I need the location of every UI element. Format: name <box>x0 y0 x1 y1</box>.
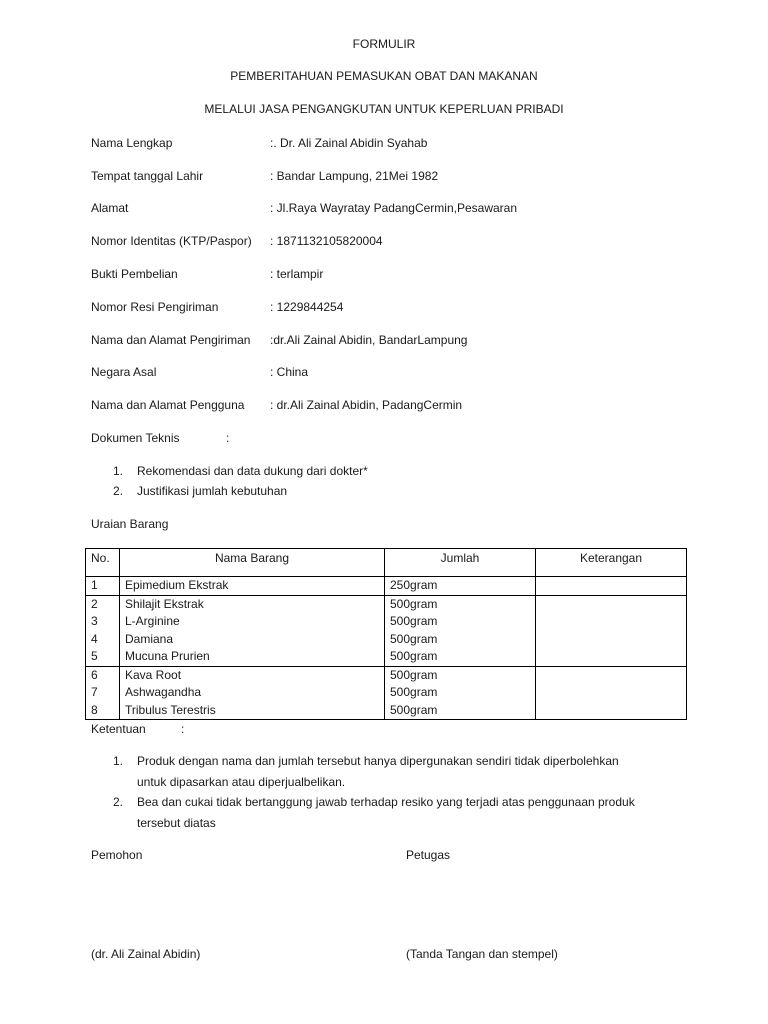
item-amount: 500gram <box>390 685 438 699</box>
item-name: Epimedium Ekstrak <box>125 578 229 592</box>
column-header-keterangan: Keterangan <box>536 549 687 577</box>
item-no: 2 <box>91 596 98 611</box>
signature-name-petugas: (Tanda Tangan dan stempel) <box>406 947 558 961</box>
field-value-nama: :. Dr. Ali Zainal Abidin Syahab <box>270 136 428 150</box>
item-name: L-Arginine <box>125 614 180 628</box>
field-value-pengguna: : dr.Ali Zainal Abidin, PadangCermin <box>270 398 463 412</box>
ketentuan-item-line: Bea dan cukai tidak bertanggung jawab terhadap resiko yang terjadi atas penggunaan produk <box>137 795 635 809</box>
table-header-row <box>86 549 687 577</box>
ketentuan-item-line: Produk dengan nama dan jumlah tersebut hanya dipergunakan sendiri tidak diperbolehkan <box>137 754 619 768</box>
field-value-resi: : 1229844254 <box>270 300 344 314</box>
row-no-cell <box>86 595 120 666</box>
field-value-alamat: : Jl.Raya Wayratay PadangCermin,Pesawaran <box>270 201 517 215</box>
items-table <box>85 548 687 720</box>
field-value-ttl: : Bandar Lampung, 21Mei 1982 <box>270 169 439 183</box>
ketentuan-item-line: tersebut diatas <box>137 816 216 830</box>
item-no: 5 <box>91 649 98 663</box>
row-name-cell <box>120 666 385 720</box>
dokumen-item-text: Rekomendasi dan data dukung dari dokter* <box>137 464 368 478</box>
form-subtitle-2: MELALUI JASA PENGANGKUTAN UNTUK KEPERLUAN PRIBADI <box>204 102 564 116</box>
row-note-cell <box>536 595 687 666</box>
ketentuan-item-num: 1. <box>113 754 124 768</box>
item-amount: 500gram <box>390 596 438 611</box>
field-value-pengiriman: :dr.Ali Zainal Abidin, BandarLampung <box>270 333 468 347</box>
table-row <box>86 595 687 666</box>
item-amount: 500gram <box>390 702 438 717</box>
row-no-cell <box>86 666 120 720</box>
table-row <box>86 666 687 720</box>
dokumen-label: Dokumen Teknis <box>91 431 180 445</box>
field-label-bukti: Bukti Pembelian <box>91 267 178 281</box>
item-amount: 500gram <box>390 649 438 663</box>
item-name: Kava Root <box>125 667 182 682</box>
signature-name-pemohon: (dr. Ali Zainal Abidin) <box>91 947 201 961</box>
row-note-cell <box>536 666 687 720</box>
column-header-jumlah: Jumlah <box>385 549 536 577</box>
item-no: 7 <box>91 685 98 699</box>
dokumen-item-num: 2. <box>113 484 124 498</box>
signature-role-petugas: Petugas <box>406 848 451 862</box>
item-amount: 500gram <box>390 631 438 646</box>
item-no: 3 <box>91 614 98 628</box>
item-amount: 500gram <box>390 667 438 682</box>
field-label-alamat: Alamat <box>91 201 129 215</box>
field-label-negara: Negara Asal <box>91 365 157 379</box>
item-amount: 500gram <box>390 614 438 628</box>
field-value-bukti: : terlampir <box>270 267 324 281</box>
column-header-no: No. <box>86 549 120 577</box>
item-no: 4 <box>91 631 98 646</box>
row-name-cell <box>120 577 385 596</box>
signature-role-pemohon: Pemohon <box>91 848 143 862</box>
field-value-negara: : China <box>270 365 309 379</box>
item-name: Damiana <box>125 631 174 646</box>
item-no: 8 <box>91 702 98 717</box>
item-no: 6 <box>91 667 98 682</box>
row-no-cell <box>86 577 120 596</box>
item-name: Mucuna Prurien <box>125 649 210 663</box>
ketentuan-item-line: untuk dipasarkan atau diperjualbelikan. <box>137 775 346 789</box>
field-label-nama: Nama Lengkap <box>91 136 173 150</box>
row-amount-cell <box>385 595 536 666</box>
row-name-cell <box>120 595 385 666</box>
row-note-cell <box>536 577 687 596</box>
form-title: FORMULIR <box>352 37 416 51</box>
ketentuan-item-num: 2. <box>113 795 124 809</box>
dokumen-item-text: Justifikasi jumlah kebutuhan <box>137 484 288 498</box>
field-label-resi: Nomor Resi Pengiriman <box>91 300 219 314</box>
uraian-label: Uraian Barang <box>91 517 169 531</box>
form-subtitle-1: PEMBERITAHUAN PEMASUKAN OBAT DAN MAKANAN <box>230 69 538 83</box>
item-name: Tribulus Terestris <box>125 702 216 717</box>
field-label-pengiriman: Nama dan Alamat Pengiriman <box>91 333 251 347</box>
field-value-identitas: : 1871132105820004 <box>270 234 383 248</box>
field-label-ttl: Tempat tanggal Lahir <box>91 169 204 183</box>
item-name: Shilajit Ekstrak <box>125 596 204 611</box>
column-header-nama: Nama Barang <box>120 549 385 577</box>
table-row <box>86 577 687 596</box>
item-name: Ashwagandha <box>125 685 202 699</box>
row-amount-cell <box>385 577 536 596</box>
ketentuan-colon: : <box>181 722 185 736</box>
row-amount-cell <box>385 666 536 720</box>
field-label-pengguna: Nama dan Alamat Pengguna <box>91 398 245 412</box>
ketentuan-label: Ketentuan <box>91 722 146 736</box>
item-amount: 250gram <box>390 578 438 592</box>
dokumen-colon: : <box>226 431 230 445</box>
item-no: 1 <box>91 578 98 592</box>
dokumen-item-num: 1. <box>113 464 124 478</box>
field-label-identitas: Nomor Identitas (KTP/Paspor) <box>91 234 252 248</box>
